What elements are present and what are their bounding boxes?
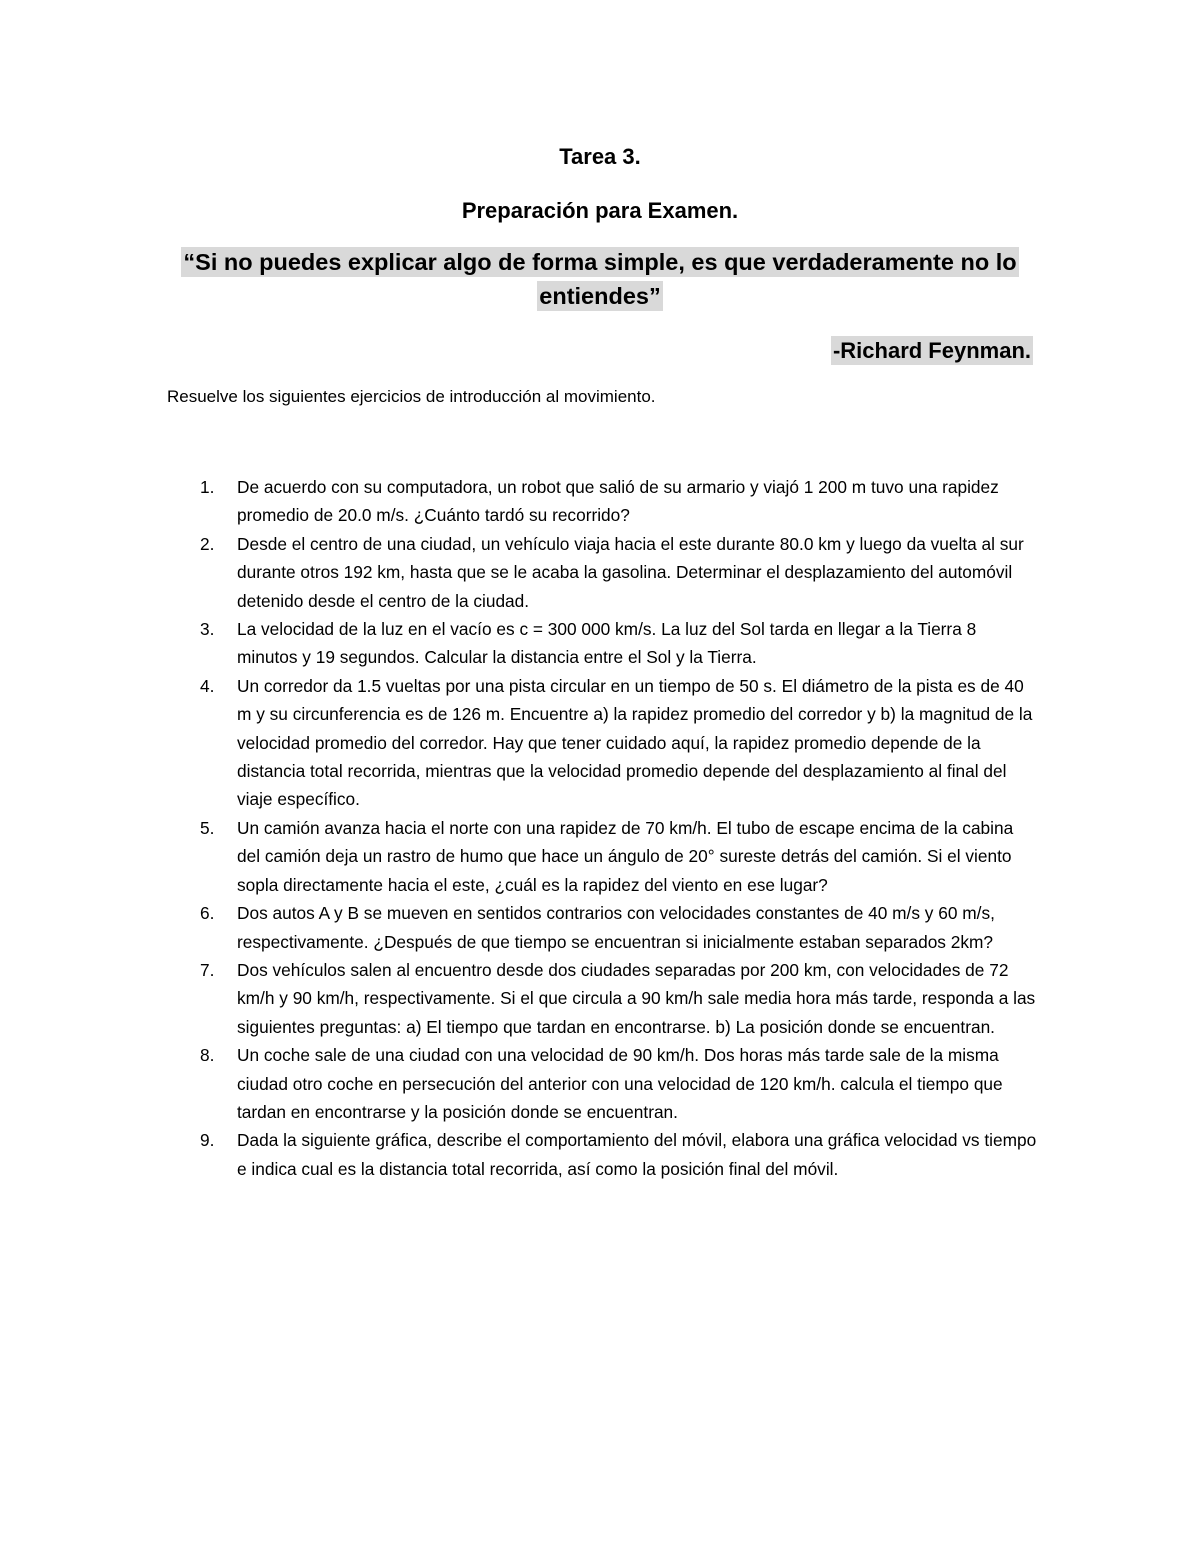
exercise-number: 2. — [200, 533, 215, 554]
exercise-item — [167, 1126, 1037, 1183]
exercise-text: Desde el centro de una ciudad, un vehículo viaja hacia el este durante 80.0 km y luego da vuelta al sur durante otros 192 km, hasta que se le acaba la gasolina. Determinar el desplazamiento del automóvil detenido desde el centro de la ciudad. — [237, 533, 1024, 611]
exercise-text: Dos autos A y B se mueven en sentidos contrarios con velocidades constantes de 40 m/s y 60 m/s, respectivamente. ¿Después de que tiempo se encuentran si inicialmente estaban separados 2km? — [237, 903, 995, 952]
exercise-item — [167, 899, 1037, 956]
exercise-item — [167, 956, 1037, 1041]
exercise-number: 3. — [200, 619, 215, 640]
exercise-text: La velocidad de la luz en el vacío es c = 300 000 km/s. La luz del Sol tarda en llegar a la Tierra 8 minutos y 19 segundos. Calcular la distancia entre el Sol y la Tierra. — [237, 619, 977, 668]
quote-author — [831, 336, 1033, 366]
feynman-quote: “Si no puedes explicar algo de forma simple, es que verdaderamente no lo entiendes” — [183, 249, 1017, 309]
exercise-number: 4. — [200, 675, 215, 696]
exercise-text: Dada la siguiente gráfica, describe el comportamiento del móvil, elabora una gráfica velocidad vs tiempo e indica cual es la distancia total recorrida, así como la posición final del móvil. — [237, 1130, 1037, 1179]
exercise-item — [167, 672, 1037, 814]
quote-block — [140, 245, 1060, 313]
exercise-text: Un coche sale de una ciudad con una velocidad de 90 km/h. Dos horas más tarde sale de la misma ciudad otro coche en persecución del anterior con una velocidad de 120 km/h. calcula el tiempo que tardan en encontrarse y la posición donde se encuentran. — [237, 1045, 1003, 1122]
exercise-text: Dos vehículos salen al encuentro desde dos ciudades separadas por 200 km, con velocidades de 72 km/h y 90 km/h, respectivamente. Si el que circula a 90 km/h sale media hora más tarde, responda a las siguientes preguntas: a) El tiempo que tardan en encontrarse. b) La posición donde se encuentran. — [237, 959, 1036, 1037]
exercise-text: De acuerdo con su computadora, un robot que salió de su armario y viajó 1 200 m tuvo una rapidez promedio de 20.0 m/s. ¿Cuánto tardó su recorrido? — [237, 477, 999, 526]
document-subtitle: Preparación para Examen. — [461, 198, 739, 223]
exercise-text: Un camión avanza hacia el norte con una rapidez de 70 km/h. El tubo de escape encima de la cabina del camión deja un rastro de humo que hace un ángulo de 20° sureste detrás del camión. Si el viento sopla directamente hacia el este, ¿cuál es la rapidez del viento en ese lugar? — [237, 817, 1014, 895]
exercise-item — [167, 814, 1037, 899]
exercise-number: 1. — [200, 477, 215, 497]
exercise-item — [167, 615, 1037, 672]
exercise-item — [167, 473, 1037, 530]
exercise-text: Un corredor da 1.5 vueltas por una pista circular en un tiempo de 50 s. El diámetro de la pista es de 40 m y su circunferencia es de 126 m. Encuentre a) la rapidez promedio del corredor y b) la magnitud de la velocidad promedio del corredor. Hay que tener cuidado aquí, la rapidez promedio depende de la distancia total recorrida, mientras que la velocidad promedio depende del desplazamiento al final del viaje específico. — [237, 675, 1033, 810]
exercise-item — [167, 1041, 1037, 1126]
document-title: Tarea 3. — [559, 144, 641, 169]
exercise-item — [167, 530, 1037, 615]
exercise-number: 5. — [200, 817, 215, 838]
quote-author-text: -Richard Feynman. — [832, 338, 1031, 363]
exercise-number: 9. — [200, 1130, 215, 1151]
exercise-number: 6. — [200, 903, 215, 924]
exercise-list — [167, 473, 1037, 1183]
instructions: Resuelve los siguientes ejercicios de introducción al movimiento. — [167, 387, 656, 406]
exercise-number: 8. — [200, 1045, 215, 1066]
exercise-number: 7. — [200, 959, 215, 980]
